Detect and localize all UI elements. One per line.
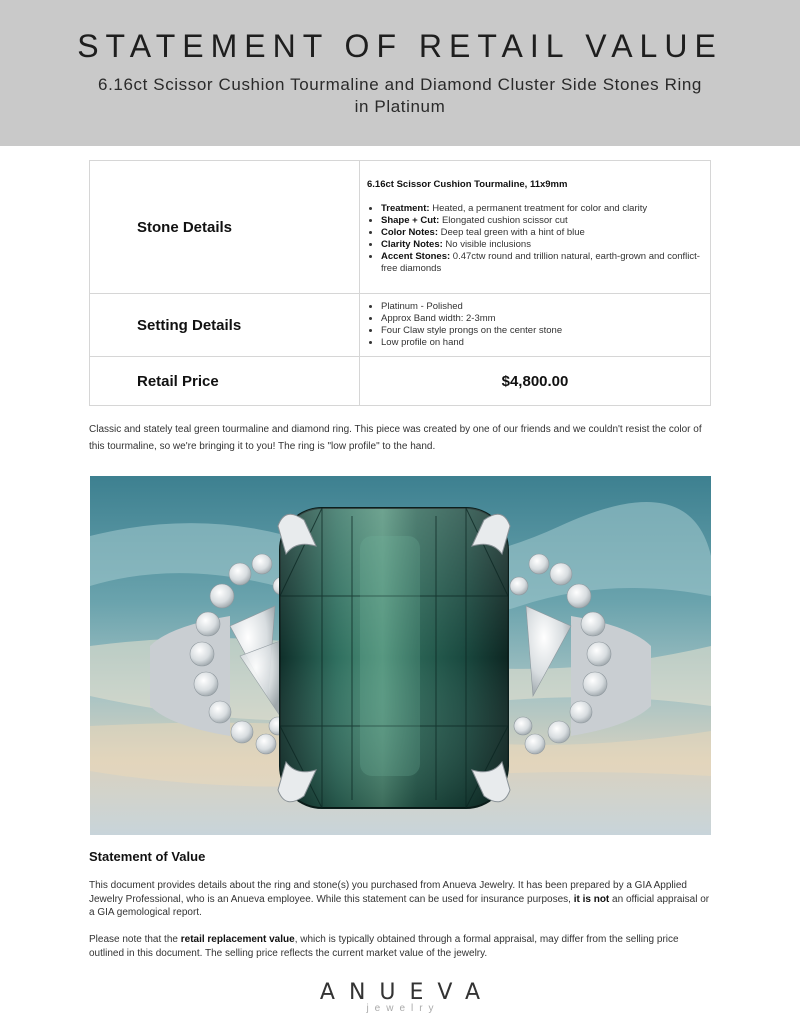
list-item: • Shape + Cut: Elongated cushion scissor cut	[381, 215, 702, 227]
list-item: • Low profile on hand	[381, 337, 702, 349]
retail-price-value: $4,800.00	[360, 357, 711, 406]
setting-details-row	[90, 294, 711, 357]
stone-details-value	[360, 161, 711, 294]
product-subtitle: 6.16ct Scissor Cushion Tourmaline and Diamond Cluster Side Stones Ring in Platinum	[98, 75, 702, 116]
statement-of-value-heading: Statement of Value	[89, 849, 206, 864]
anueva-logo	[0, 980, 800, 1014]
stone-details-row	[90, 161, 711, 294]
stone-heading: 6.16ct Scissor Cushion Tourmaline, 11x9mm	[367, 179, 568, 190]
stone-details-label: Stone Details	[90, 161, 360, 294]
list-item: • Four Claw style prongs on the center stone	[381, 325, 702, 337]
statement-paragraph-2: Please note that the retail replacement value, which is typically obtained through a formal appraisal, may differ from the selling price outlined in this document. The selling price reflects the current market value of the jewelry.	[89, 934, 679, 959]
list-item: • Color Notes: Deep teal green with a hint of blue	[381, 227, 702, 239]
list-item: • Clarity Notes: No visible inclusions	[381, 239, 702, 251]
setting-details-value	[360, 294, 711, 357]
list-item: • Treatment: Heated, a permanent treatment for color and clarity	[381, 203, 702, 215]
product-description: Classic and stately teal green tourmaline and diamond ring. This piece was created by one of our friends and we couldn't resist the color of this tourmaline, so we're bringing it to you! The ring is "low profile" to the hand.	[89, 424, 702, 452]
logo-wordmark: ANUEVA	[319, 980, 495, 1005]
list-item: • Approx Band width: 2-3mm	[381, 313, 702, 325]
setting-details-label: Setting Details	[90, 294, 360, 357]
retail-price-row	[90, 357, 711, 406]
retail-price-label: Retail Price	[90, 357, 360, 406]
setting-details-list	[367, 301, 702, 349]
details-table	[89, 160, 711, 406]
logo-subtext: jewelry	[366, 1003, 440, 1014]
header-banner	[0, 0, 800, 146]
stone-details-list	[367, 203, 702, 275]
statement-paragraph-1: This document provides details about the ring and stone(s) you purchased from Anueva Jewelry. It has been prepared by a GIA Applied Jewelry Professional, who is an Anueva employee. While this statement can be used for insurance purposes, it is not an official appraisal or a GIA gemological report.	[89, 880, 710, 918]
list-item: • Accent Stones: 0.47ctw round and trillion natural, earth-grown and conflict-free diamonds	[381, 251, 702, 275]
ring-photo	[90, 476, 711, 835]
list-item: • Platinum - Polished	[381, 301, 702, 313]
document-title: STATEMENT OF RETAIL VALUE	[77, 28, 723, 64]
